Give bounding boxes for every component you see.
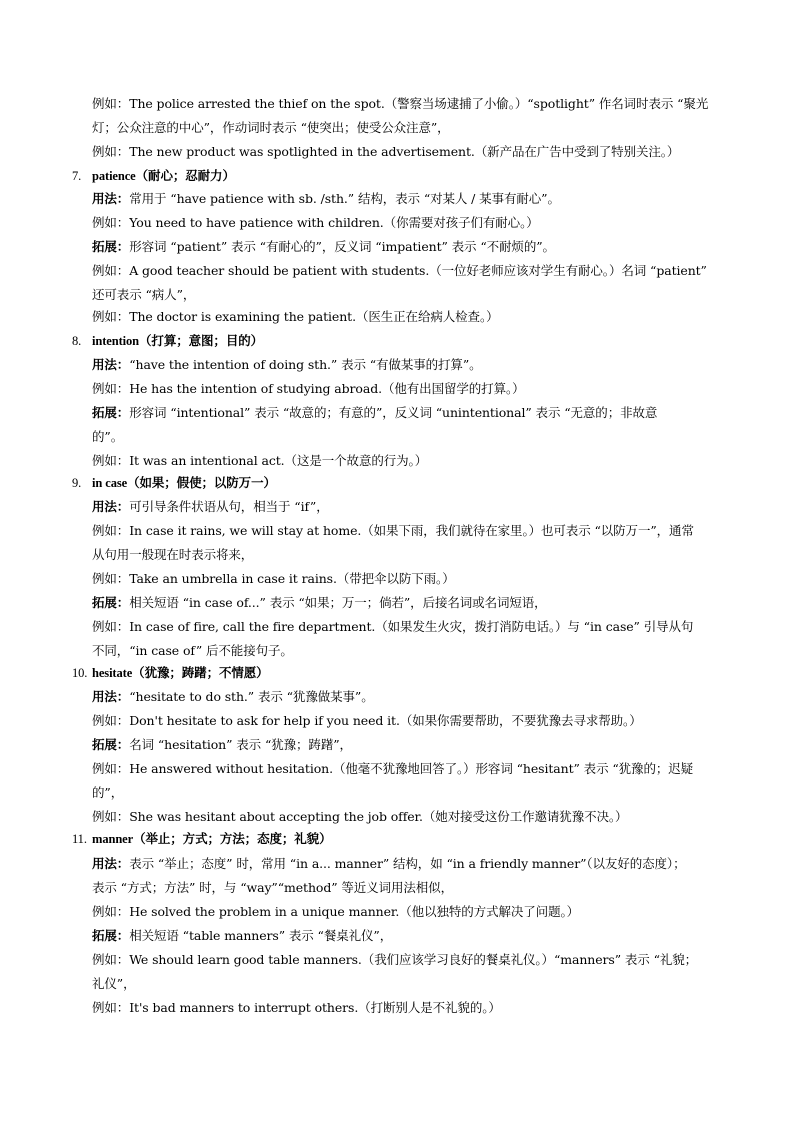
usage-line: [92, 190, 560, 208]
entry-word: hesitate: [92, 666, 133, 680]
line-text: 常用于 “have patience with sb. /sth.” 结构，表示 “对某人 / 某事有耐心”。: [129, 191, 560, 206]
body-line: 例如：It was an intentional act.（这是一个故意的行为。）: [92, 453, 428, 468]
line-text: 可引导条件状语从句，相当于 “if”，: [129, 499, 329, 514]
line-text: 表示 “举止；态度” 时，常用 “in a... manner” 结构，如 “in a friendly manner”（以友好的态度）；: [129, 856, 686, 871]
body-line: 例如：In case of fire, call the fire department.（如果发生火灾，拨打消防电话。）与 “in case” 引导从句: [92, 619, 694, 634]
line-text: “have the intention of doing sth.” 表示 “有做某事的打算”。: [129, 357, 482, 372]
line-text: 相关短语 “table manners” 表示 “餐桌礼仪”，: [129, 928, 393, 943]
usage-line: [92, 927, 392, 945]
line-label: 拓展：: [92, 239, 130, 254]
usage-line: [92, 736, 352, 754]
body-line: 例如：It's bad manners to interrupt others.（打断别人是不礼貌的。）: [92, 1000, 501, 1015]
body-line: 不同，“in case of” 后不能接句子。: [92, 643, 293, 658]
entry-number: 10.: [72, 666, 88, 680]
entry-meaning: （打算；意图；目的）: [139, 333, 264, 348]
body-line: 例如：He solved the problem in a unique manner.（他以独特的方式解决了问题。）: [92, 904, 580, 919]
usage-line: [92, 855, 685, 873]
usage-line: [92, 594, 547, 612]
body-line: 例如：He has the intention of studying abroad.（他有出国留学的打算。）: [92, 381, 525, 396]
usage-line: [92, 498, 329, 516]
entry-number: 7.: [72, 169, 82, 183]
body-line: 的”。: [92, 429, 124, 444]
body-line: 例如：You need to have patience with children.（你需要对孩子们有耐心。）: [92, 215, 539, 230]
line-text: 形容词 “intentional” 表示 “故意的；有意的”，反义词 “unintentional” 表示 “无意的；非故意: [129, 405, 658, 420]
line-text: 相关短语 “in case of...” 表示 “如果；万一；倘若”，后接名词或名词短语，: [129, 595, 547, 610]
line-label: 拓展：: [92, 405, 130, 420]
line-label: 用法：: [92, 856, 130, 871]
body-line: 例如：The police arrested the thief on the spot.（警察当场逮捕了小偷。）“spotlight” 作名词时表示 “聚光: [92, 96, 709, 111]
body-line: 从句用一般现在时表示将来，: [92, 547, 254, 562]
entry-word: patience: [92, 169, 136, 183]
usage-line: [92, 356, 482, 374]
body-line: 例如：Take an umbrella in case it rains.（带把伞以防下雨。）: [92, 571, 455, 586]
entry-heading: [72, 664, 269, 682]
usage-line: [92, 404, 657, 422]
body-line: 例如：Don't hesitate to ask for help if you need it.（如果你需要帮助，不要犹豫去寻求帮助。）: [92, 713, 642, 728]
entry-word: intention: [92, 334, 140, 348]
line-text: 名词 “hesitation” 表示 “犹豫；踌躇”，: [129, 737, 352, 752]
body-line: 例如：The new product was spotlighted in the advertisement.（新产品在广告中受到了特别关注。）: [92, 144, 680, 159]
line-label: 用法：: [92, 357, 130, 372]
line-label: 拓展：: [92, 737, 130, 752]
usage-line: [92, 688, 374, 706]
body-line: 还可表示 “病人”，: [92, 287, 196, 302]
body-line: 例如：The doctor is examining the patient.（医生正在给病人检查。）: [92, 309, 499, 324]
entry-heading: [72, 167, 235, 185]
entry-number: 9.: [72, 476, 82, 490]
body-line: 例如：In case it rains, we will stay at home.（如果下雨，我们就待在家里。）也可表示 “以防万一”，通常: [92, 523, 694, 538]
body-line: 礼仪”，: [92, 976, 136, 991]
body-line: 例如：A good teacher should be patient with students.（一位好老师应该对学生有耐心。）名词 “patient”: [92, 263, 707, 278]
entry-number: 11.: [72, 832, 87, 846]
entry-heading: [72, 474, 276, 492]
line-label: 用法：: [92, 191, 130, 206]
entry-meaning: （举止；方式；方法；态度；礼貌）: [133, 831, 332, 846]
body-line: 表示 “方式；方法” 时，与 “way”“method” 等近义词用法相似，: [92, 880, 454, 895]
line-label: 用法：: [92, 689, 130, 704]
body-line: 的”，: [92, 785, 124, 800]
entry-word: manner: [92, 832, 134, 846]
line-text: “hesitate to do sth.” 表示 “犹豫做某事”。: [129, 689, 374, 704]
body-line: 例如：We should learn good table manners.（我们应该学习良好的餐桌礼仪。）“manners” 表示 “礼貌；: [92, 952, 698, 967]
body-line: 例如：She was hesitant about accepting the job offer.（她对接受这份工作邀请犹豫不决。）: [92, 809, 628, 824]
body-line: 灯；公众注意的中心”，作动词时表示 “使突出；使受公众注意”，: [92, 120, 450, 135]
line-label: 拓展：: [92, 928, 130, 943]
body-line: 例如：He answered without hesitation.（他毫不犹豫地回答了。）形容词 “hesitant” 表示 “犹豫的；迟疑: [92, 761, 694, 776]
entry-meaning: （犹豫；踌躇；不情愿）: [132, 665, 269, 680]
entry-word: in case: [92, 476, 128, 490]
line-text: 形容词 “patient” 表示 “有耐心的”，反义词 “impatient” 表示 “不耐烦的”。: [129, 239, 555, 254]
entry-meaning: （耐心；忍耐力）: [135, 168, 235, 183]
line-label: 拓展：: [92, 595, 130, 610]
entry-heading: [72, 830, 331, 848]
entry-number: 8.: [72, 334, 82, 348]
line-label: 用法：: [92, 499, 130, 514]
entry-heading: [72, 332, 263, 350]
usage-line: [92, 238, 555, 256]
entry-meaning: （如果；假使；以防万一）: [127, 475, 276, 490]
